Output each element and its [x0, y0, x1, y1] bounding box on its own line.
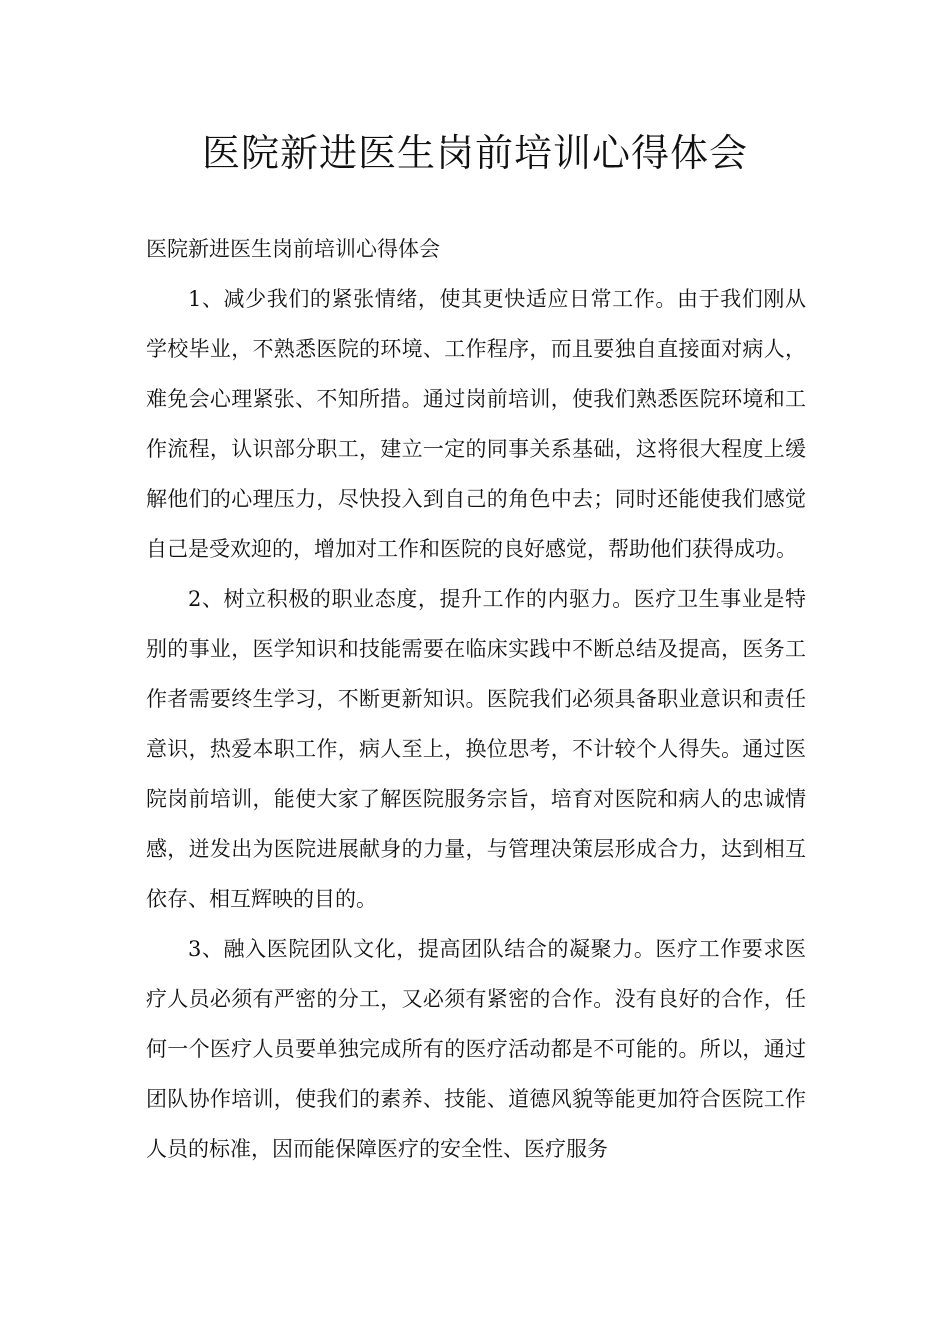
document-subtitle: 医院新进医生岗前培训心得体会	[146, 237, 440, 261]
document-body	[146, 224, 806, 1174]
document-title: 医院新进医生岗前培训心得体会	[201, 131, 748, 175]
paragraph-3: 3、融入医院团队文化，提高团队结合的凝聚力。医疗工作要求医疗人员必须有严密的分工，又必须有紧密的合作。没有良好的合作，任何一个医疗人员要单独完成所有的医疗活动都是不可能的。所以，通过团队协作培训，使我们的素养、技能、道德风貌等能更加符合医院工作人员的标准，因而能保障医疗的安全性、医疗服务	[146, 937, 806, 1161]
paragraph-2: 2、树立积极的职业态度，提升工作的内驱力。医疗卫生事业是特别的事业，医学知识和技能需要在临床实践中不断总结及提高，医务工作者需要终生学习，不断更新知识。医院我们必须具备职业意识和责任意识，热爱本职工作，病人至上，换位思考，不计较个人得失。通过医院岗前培训，能使大家了解医院服务宗旨，培育对医院和病人的忠诚情感，迸发出为医院进展献身的力量，与管理决策层形成合力，达到相互依存、相互辉映的目的。	[146, 587, 806, 911]
paragraph-1: 1、减少我们的紧张情绪，使其更快适应日常工作。由于我们刚从学校毕业，不熟悉医院的环境、工作程序，而且要独自直接面对病人，难免会心理紧张、不知所措。通过岗前培训，使我们熟悉医院环境和工作流程，认识部分职工，建立一定的同事关系基础，这将很大程度上缓解他们的心理压力，尽快投入到自己的角色中去；同时还能使我们感觉自己是受欢迎的，增加对工作和医院的良好感觉，帮助他们获得成功。	[146, 287, 806, 561]
